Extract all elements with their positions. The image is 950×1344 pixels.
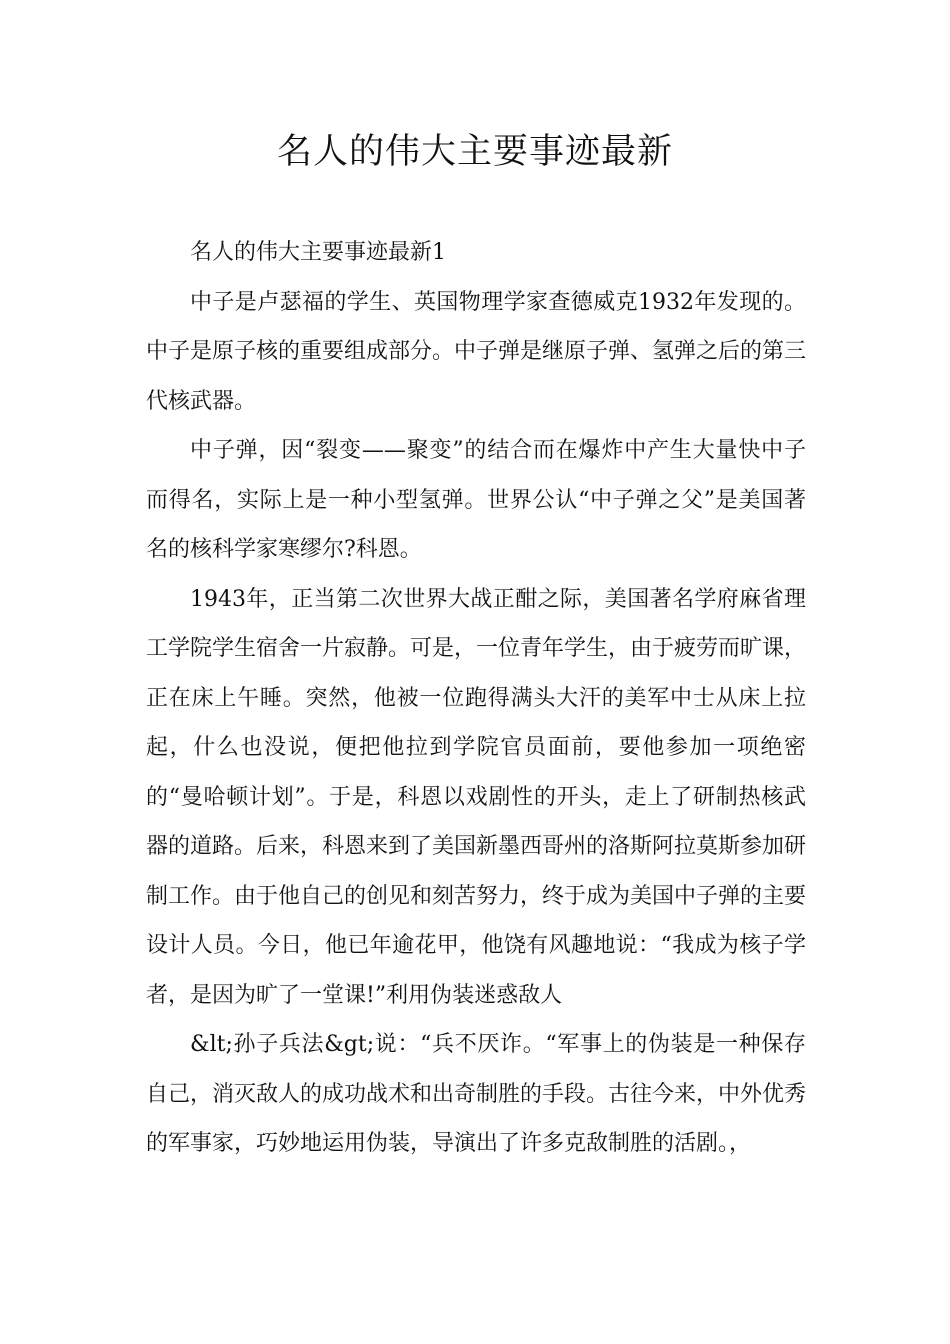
document-title: 名人的伟大主要事迹最新 — [276, 132, 673, 172]
paragraph-heading: 名人的伟大主要事迹最新1 — [190, 240, 446, 265]
paragraph: 中子是卢瑟福的学生、英国物理学家查德威克1932年发现的。中子是原子核的重要组成部分。中子弹是继原子弹、氢弹之后的第三代核武器。 — [146, 289, 807, 414]
document-body — [146, 228, 806, 1169]
paragraph: &lt;孙子兵法&gt;说：“兵不厌诈。“军事上的伪装是一种保存自己，消灭敌人的成功战术和出奇制胜的手段。古往今来，中外优秀的军事家，巧妙地运用伪装，导演出了许多克敌制胜的活剧。， — [146, 1032, 807, 1156]
paragraph: 中子弹，因“裂变——聚变”的结合而在爆炸中产生大量快中子而得名，实际上是一种小型氢弹。世界公认“中子弹之父”是美国著名的核科学家寒缪尔?科恩。 — [146, 438, 806, 562]
paragraph: 1943年，正当第二次世界大战正酣之际，美国著名学府麻省理工学院学生宿舍一片寂静。可是，一位青年学生，由于疲劳而旷课，正在床上午睡。突然，他被一位跑得满头大汗的美军中士从床上拉起，什么也没说，便把他拉到学院官员面前，要他参加一项绝密的“曼哈顿计划”。于是，科恩以戏剧性的开头，走上了研制热核武器的道路。后来，科恩来到了美国新墨西哥州的洛斯阿拉莫斯参加研制工作。由于他自己的创见和刻苦努力，终于成为美国中子弹的主要设计人员。今日，他已年逾花甲，他饶有风趣地说：“我成为核子学者，是因为旷了一堂课!”利用伪装迷惑敌人 — [146, 586, 807, 1008]
